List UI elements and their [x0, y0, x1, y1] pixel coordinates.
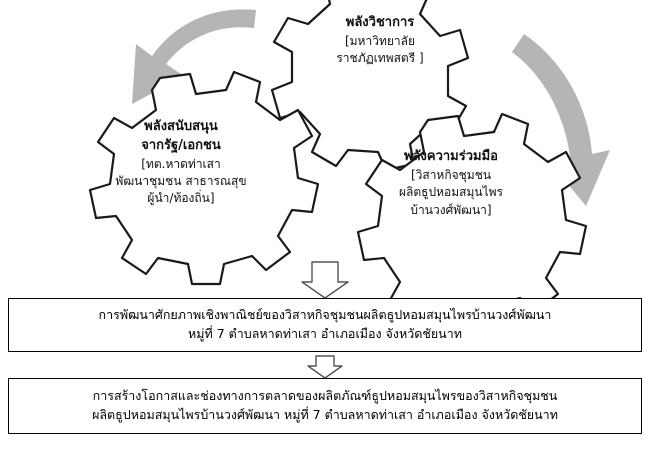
gear-title-cooperation: พลังความร่วมมือ: [404, 149, 498, 164]
gear-line-support-3: ผู้นำ/ท้องถิ่น]: [147, 191, 215, 206]
gear-line-academic-2: ราชภัฏเทพสตรี ]: [336, 51, 424, 66]
gear-line-cooperation-3: บ้านวงศ์พัฒนา]: [410, 202, 492, 217]
gear-label-cooperation: [368, 148, 534, 219]
gear-title-support-line2: จากรัฐ/เอกชน: [141, 137, 221, 153]
outcome-box-one-line-1: การพัฒนาศักยภาพเชิงพาณิชย์ของวิสาหกิจชุมชนผลิตธูปหอมสมุนไพรบ้านวงศ์พัฒนา: [98, 307, 552, 323]
arrow-down-to-box-two: [308, 356, 342, 378]
outcome-box-one: [8, 298, 642, 352]
gear-line-cooperation-1: [วิสาหกิจชุมชน: [410, 167, 492, 182]
outcome-box-two-line-1: การสร้างโอกาสและช่องทางการตลาดของผลิตภัณฑ์ธูปหอมสมุนไพรของวิสาหกิจชุมชน: [92, 388, 558, 404]
gear-line-cooperation-2: ผลิตธูปหอมสมุนไพร: [399, 185, 503, 200]
gear-label-support: [96, 118, 266, 208]
gear-line-academic-1: [มหาวิทยาลัย: [344, 33, 416, 48]
arrow-down-to-box-one: [302, 262, 348, 298]
outcome-box-two-line-2: ผลิตธูปหอมสมุนไพรบ้านวงศ์พัฒนา หมู่ที่ 7 ตำบลหาดท่าเสา อำเภอเมือง จังหวัดชัยนาท: [92, 407, 558, 422]
outcome-box-two: [8, 378, 642, 434]
gear-title-support-line1: พลังสนับสนุน: [144, 119, 218, 134]
gear-line-support-1: [ทต.หาดท่าเสา: [141, 156, 221, 171]
gear-label-academic: [300, 14, 460, 68]
gear-title-academic: พลังวิชาการ: [345, 15, 415, 30]
gear-line-support-2: พัฒนาชุมชน สาธารณสุข: [115, 174, 247, 189]
outcome-box-one-line-2: หมู่ที่ 7 ตำบลหาดท่าเสา อำเภอเมือง จังหวัดชัยนาท: [188, 326, 462, 341]
